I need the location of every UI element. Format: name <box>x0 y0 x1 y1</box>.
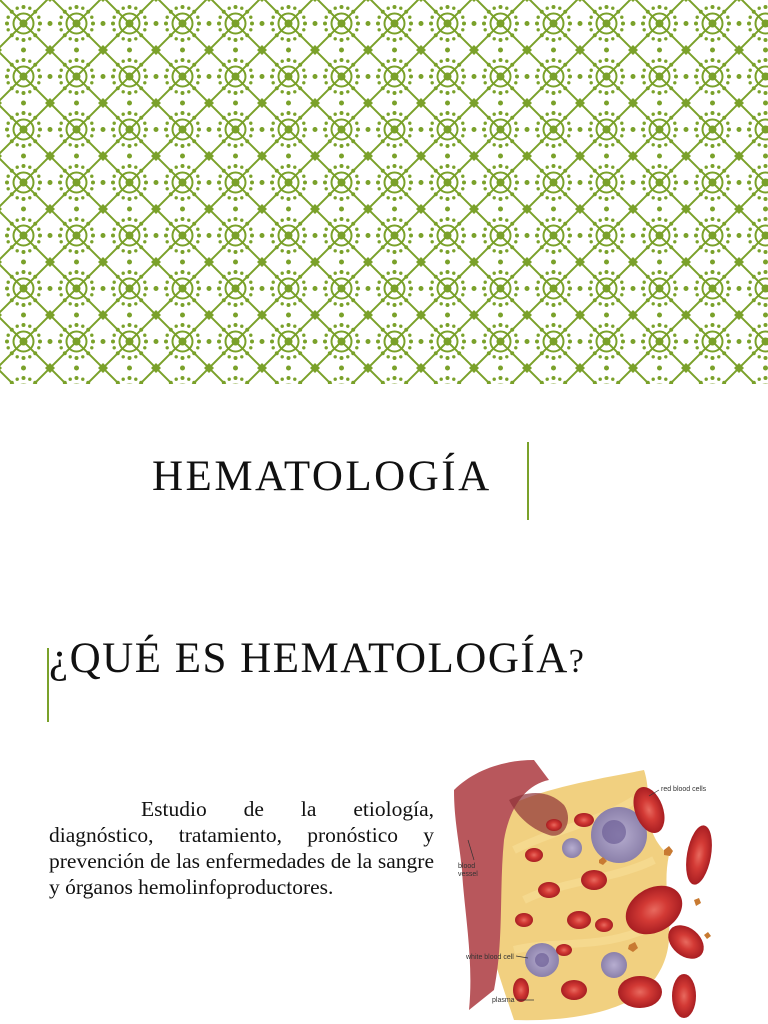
blood-vessel-illustration <box>454 760 716 1024</box>
definition-text: Estudio de la etiología, diagnóstico, tratamiento, pronóstico y prevención de las enfermedades de la sangre y órganos hemolinfoproductores. <box>49 797 434 899</box>
subtitle-question-mark: ? <box>568 643 586 680</box>
label-plasma: plasma <box>492 997 515 1004</box>
label-blood-vessel-line2: vessel <box>458 871 478 878</box>
slide-title: HEMATOLOGÍA <box>152 453 492 500</box>
title-accent-bar <box>527 442 529 520</box>
slide-subtitle <box>49 637 585 680</box>
label-red-blood-cells: red blood cells <box>661 786 707 793</box>
label-white-blood-cell: white blood cell <box>466 954 514 961</box>
subtitle-text: ¿QUÉ ES HEMATOLOGÍA <box>49 635 569 682</box>
definition-paragraph <box>49 796 434 900</box>
label-blood-vessel-line1: blood <box>458 863 476 870</box>
decorative-pattern <box>0 0 768 384</box>
